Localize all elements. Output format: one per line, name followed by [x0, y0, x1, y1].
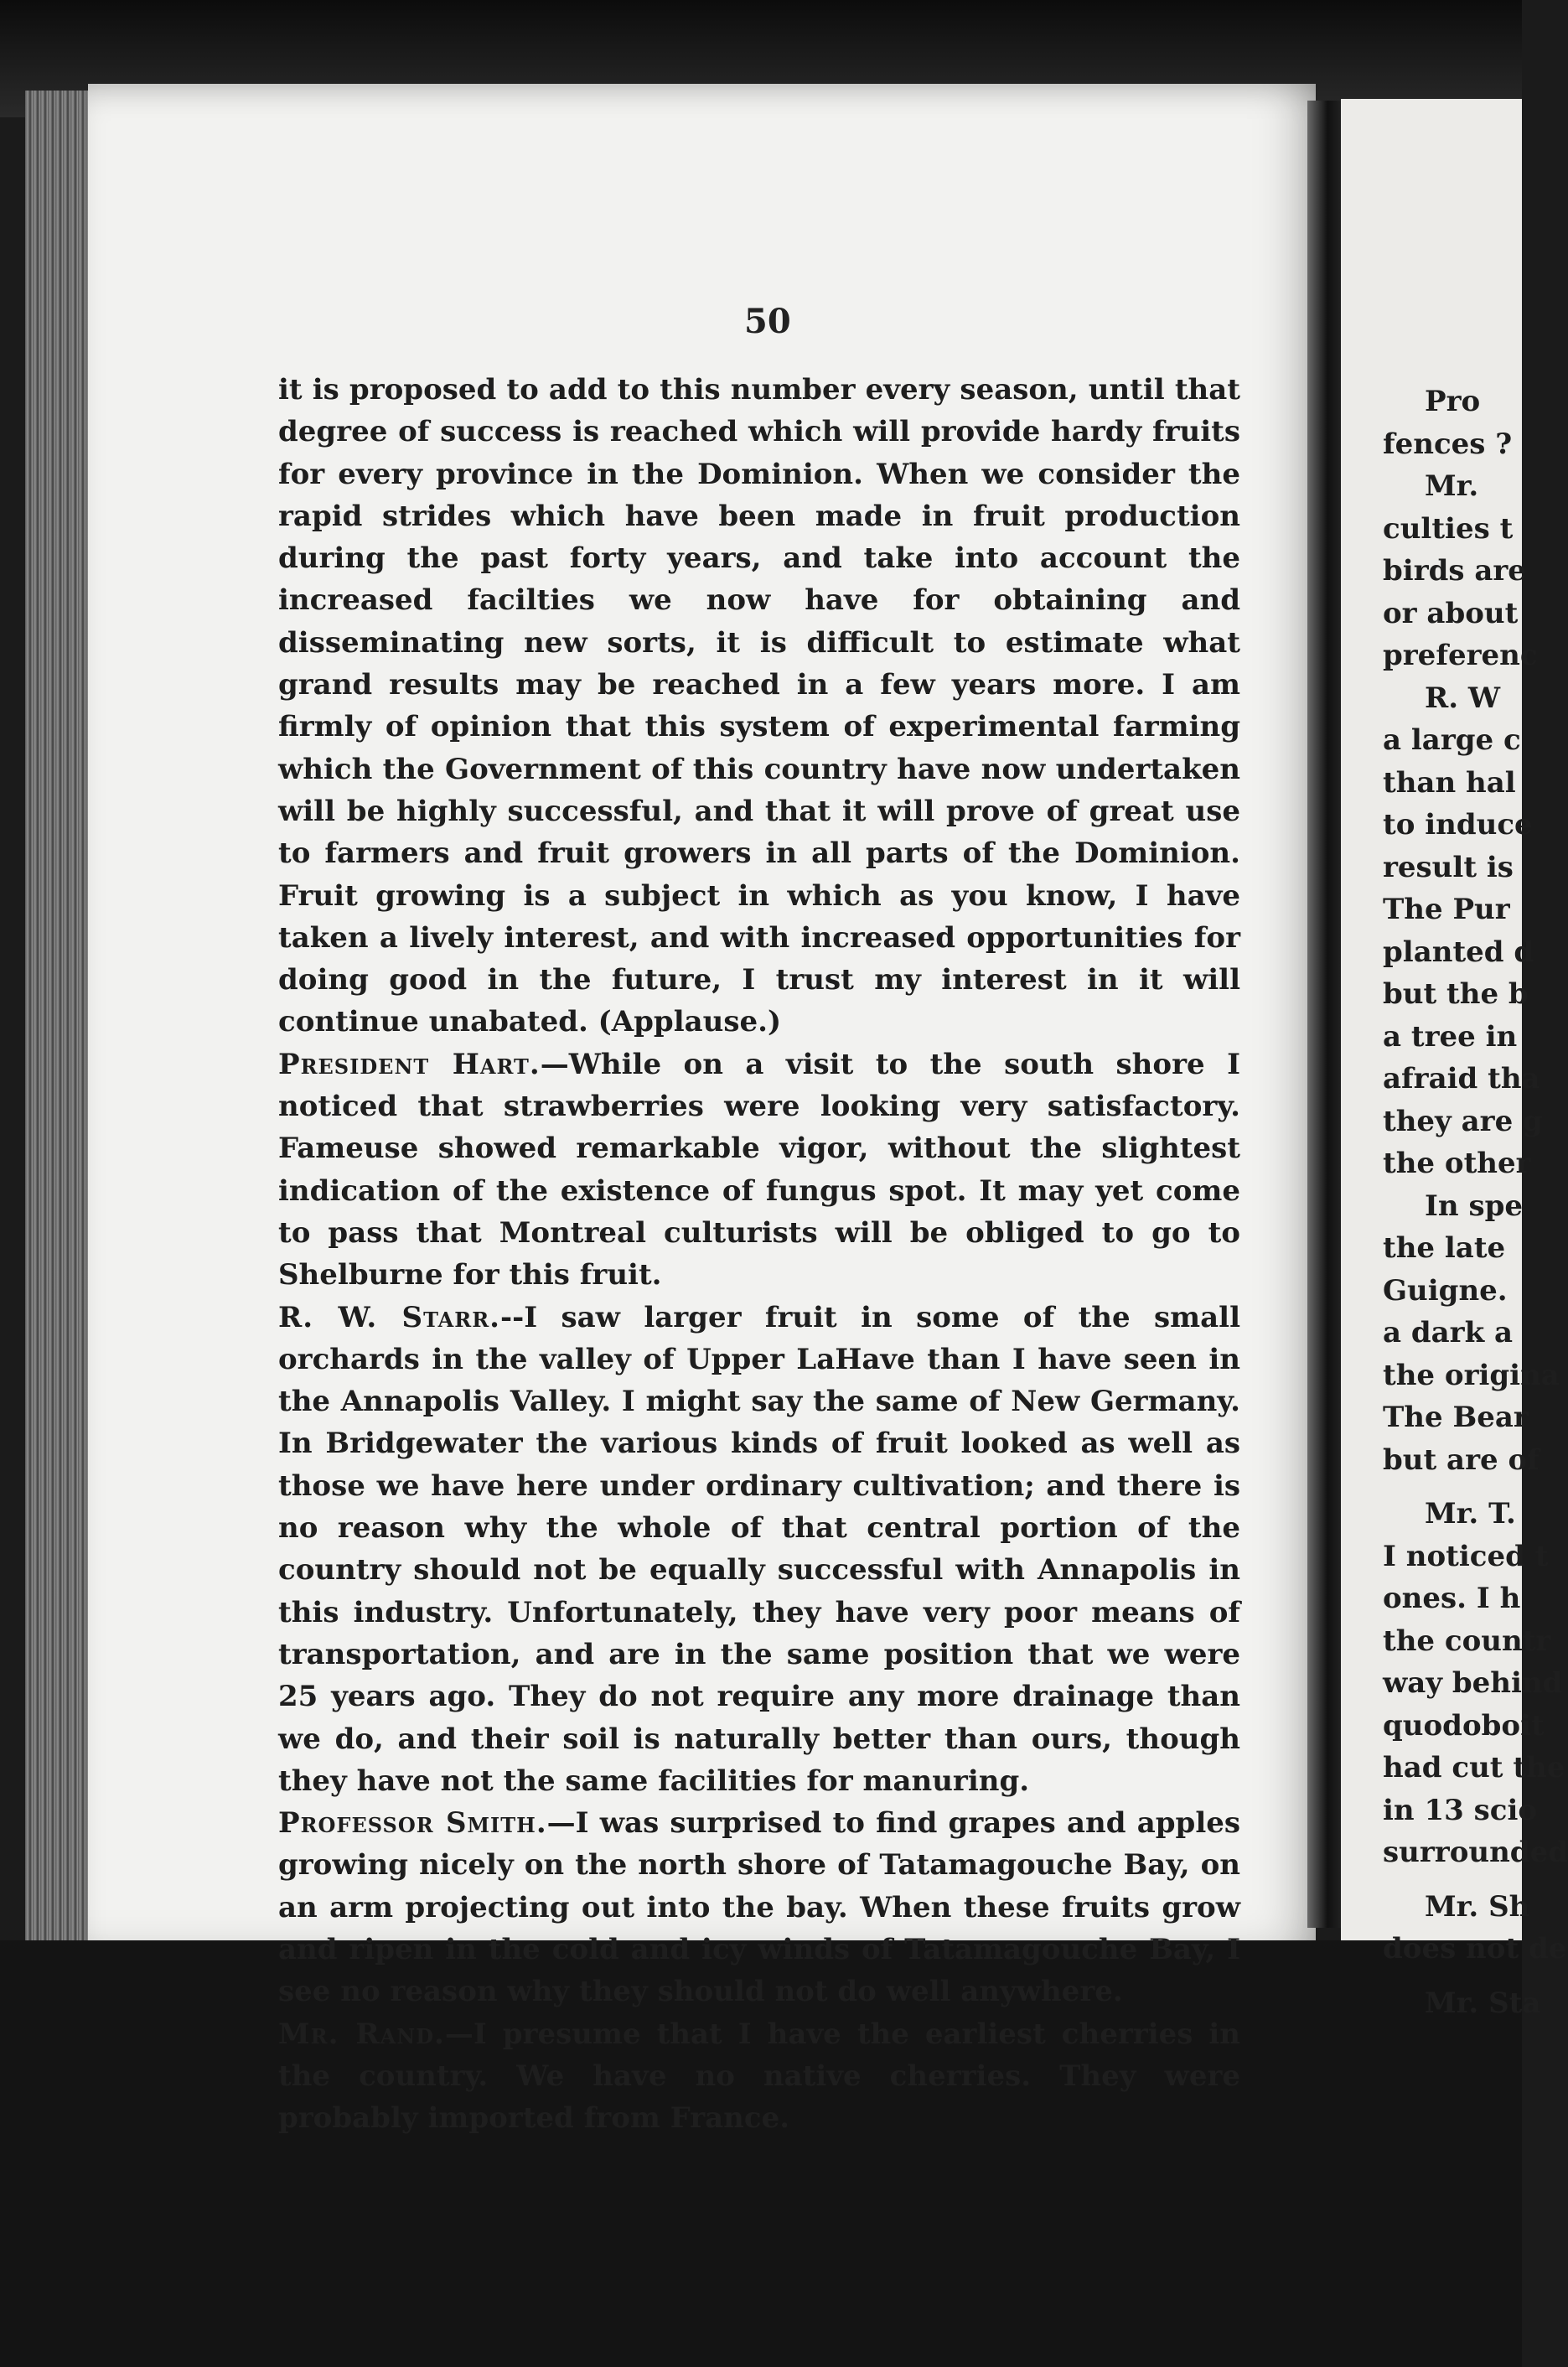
right-line: Mr. Sh — [1425, 1889, 1530, 1924]
right-line: but are of — [1383, 1442, 1540, 1477]
page-edge-stack — [25, 91, 92, 1943]
right-line: Mr. — [1425, 469, 1479, 503]
right-page-text — [1383, 369, 1567, 2024]
right-line: the origina — [1383, 1358, 1560, 1392]
paragraph-starr — [278, 1297, 1240, 1803]
paragraph-mr-rand — [278, 2013, 1240, 2140]
paragraph-text: —I was surprised to find grapes and apples growing nicely on the north shore of Tatamagouche Bay, on an arm projecting out into the bay. When these fruits grow and ripen in the cold and icy winds of Tatamagouche Bay, I see no reason why they should not do well anywhere. — [278, 1806, 1241, 2009]
left-page-text — [278, 369, 1240, 2139]
right-line: they are g — [1383, 1104, 1543, 1138]
paragraph-text: it is proposed to add to this number every season, until that degree of success is reached which will provide hardy fruits for every province in the Dominion. When we consider the rapid strides which have been made in fruit production during the past forty years, and take into account the increased facilties we now have for obtaining and disseminating new sorts, it is difficult to estimate what grand results may be reached in a few years more. I am firmly of opinion that this system of experimental farming which the Government of this country have now undertaken will be highly successful, and that it will prove of great use to farmers and fruit growers in all parts of the Dominion. Fruit growing is a subject in which as you know, I have taken a lively interest, and with increased opportunities for doing good in the future, I trust my interest in it will continue unabated. (Applause.) — [278, 373, 1240, 1039]
right-line: culties t — [1383, 511, 1514, 546]
right-line: the late — [1383, 1231, 1506, 1265]
right-line: Pro — [1425, 385, 1481, 418]
right-line: or about — [1383, 596, 1519, 630]
right-line: than hal — [1383, 765, 1516, 800]
right-line: way behind — [1383, 1666, 1563, 1700]
right-line: does not de — [1383, 1932, 1567, 1966]
right-line: quodoboit — [1383, 1708, 1545, 1743]
right-line: In spe — [1425, 1189, 1524, 1223]
right-line: a tree in — [1383, 1019, 1518, 1054]
right-line: the countr — [1383, 1624, 1551, 1658]
right-line: had cut the — [1383, 1751, 1565, 1784]
right-line: a large c — [1383, 723, 1521, 757]
right-line: the other — [1383, 1147, 1531, 1180]
right-line: The Bear — [1383, 1401, 1529, 1434]
speaker-name: President Hart. — [278, 1047, 541, 1081]
right-line: but the b — [1383, 977, 1529, 1011]
page-number: 50 — [744, 302, 791, 341]
paragraph-professor-smith — [278, 1802, 1240, 2012]
paragraph-text: --I saw larger fruit in some of the small orchards in the valley of Upper LaHave than I have seen in the Annapolis Valley. I might say the same of New Germany. In Bridgewater the various kinds of fruit looked as well as those we have here under ordinary cultivation; and there is no reason why the whole of that central portion of the country should not be equally successful with Annapolis in this industry. Unfortunately, they have very poor means of transportation, and are in the same position that we were 25 years ago. They do not require any more drainage than we do, and their soil is naturally better than ours, though they have not the same facilities for manuring. — [278, 1300, 1240, 1798]
speaker-name: Professor Smith. — [278, 1806, 547, 1841]
paragraph-text: —While on a visit to the south shore I noticed that strawberries were looking very satisfactory. Fameuse showed remarkable vigor, without the slightest indication of the existence of fungus spot. It may yet come to pass that Montreal culturists will be obliged to go to Shelburne for this fruit. — [278, 1047, 1240, 1292]
speaker-name: R. W. Starr. — [278, 1300, 501, 1334]
right-line: afraid tha — [1383, 1062, 1540, 1095]
right-line: result is — [1383, 850, 1514, 884]
paragraph-intro — [278, 369, 1240, 1044]
right-line: fences ? — [1383, 427, 1513, 461]
right-line: Guigne. — [1383, 1273, 1508, 1308]
right-line: ones. I h — [1383, 1582, 1521, 1615]
right-line: I noticed t — [1383, 1539, 1549, 1573]
right-line: to induce — [1383, 808, 1533, 842]
right-line: in 13 scio — [1383, 1793, 1538, 1827]
right-line: Mr. T. — [1425, 1497, 1516, 1531]
right-line: a dark a — [1383, 1316, 1514, 1349]
right-line: R. W — [1425, 681, 1501, 715]
right-line: surrounded — [1383, 1836, 1568, 1869]
right-line: birds are — [1383, 554, 1526, 588]
speaker-name: Mr. Rand. — [278, 2017, 445, 2051]
right-line: The Pur — [1383, 893, 1510, 926]
right-line: planted d — [1383, 935, 1534, 969]
paragraph-text: —I presume that I have the earliest cherries in the country. We have no native cherries. They were probably imported from France. — [278, 2017, 1240, 2136]
right-line: preferenc — [1383, 639, 1538, 672]
paragraph-president-hart — [278, 1044, 1240, 1297]
right-line: Mr. Sta — [1425, 1986, 1541, 2020]
